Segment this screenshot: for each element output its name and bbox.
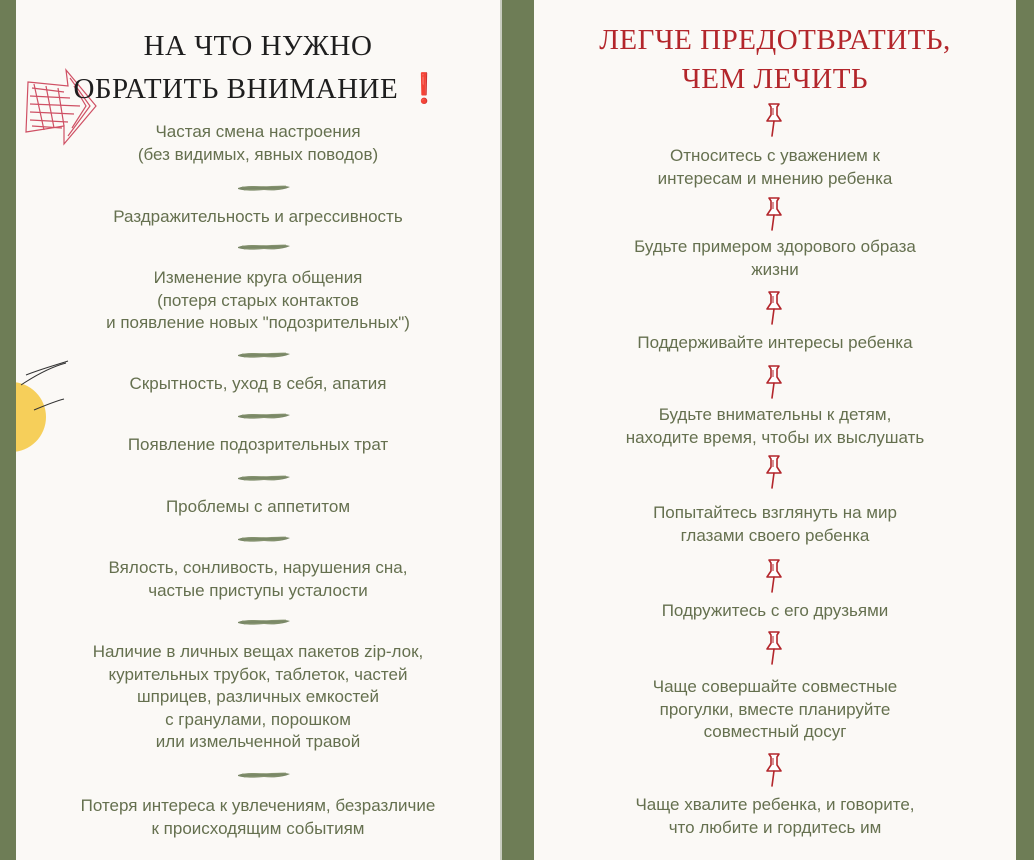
prevention-tip-item: Чаще хвалите ребенка, и говорите, что любите и гордитесь им	[635, 795, 915, 837]
push-pin-icon	[763, 558, 785, 594]
brush-stroke-icon	[236, 618, 292, 626]
push-pin-icon	[763, 290, 785, 326]
warning-sign-item: Появление подозрительных трат	[127, 435, 389, 454]
push-pin-icon	[763, 364, 785, 400]
prevention-tip-item: Поддерживайте интересы ребенка	[637, 333, 913, 352]
warning-sign-item: Потеря интереса к увлечениям, безразличие к происходящим событиям	[80, 796, 436, 838]
prevention-tip-item: Будьте примером здорового образа жизни	[634, 237, 916, 279]
brush-stroke-icon	[236, 184, 292, 192]
left-panel	[16, 0, 500, 860]
warning-sign-item: Проблемы с аппетитом	[165, 497, 351, 516]
right-panel	[534, 0, 1016, 860]
exclamation-icon: ❗	[405, 73, 443, 105]
brush-stroke-icon	[236, 771, 292, 779]
right-title-line1: ЛЕГЧЕ ПРЕДОТВРАТИТЬ,	[599, 24, 951, 56]
brush-stroke-icon	[236, 351, 292, 359]
brush-stroke-icon	[236, 474, 292, 482]
prevention-tip-item: Относитесь с уважением к интересам и мнению ребенка	[657, 146, 893, 188]
push-pin-icon	[763, 454, 785, 490]
left-title-line2: ОБРАТИТЬ ВНИМАНИЕ ❗	[73, 73, 443, 105]
warning-sign-item: Частая смена настроения (без видимых, явных поводов)	[137, 122, 379, 164]
left-title-line1: НА ЧТО НУЖНО	[143, 30, 373, 62]
panel-divider	[500, 0, 502, 860]
push-pin-icon	[763, 196, 785, 232]
brush-stroke-icon	[236, 243, 292, 251]
warning-sign-item: Раздражительность и агрессивность	[113, 207, 403, 226]
prevention-tip-item: Будьте внимательны к детям, находите время, чтобы их выслушать	[625, 405, 925, 447]
brush-stroke-icon	[236, 535, 292, 543]
push-pin-icon	[763, 630, 785, 666]
warning-sign-item: Наличие в личных вещах пакетов zip-лок, курительных трубок, таблеток, частей шприцев, различных емкостей с гранулами, порошком или измельченной травой	[92, 642, 424, 751]
warning-sign-item: Изменение круга общения (потеря старых контактов и появление новых "подозрительных")	[106, 268, 410, 332]
push-pin-icon	[763, 102, 785, 138]
push-pin-icon	[763, 752, 785, 788]
warning-sign-item: Вялость, сонливость, нарушения сна, частые приступы усталости	[108, 558, 408, 600]
prevention-tip-item: Чаще совершайте совместные прогулки, вместе планируйте совместный досуг	[652, 677, 898, 741]
warning-sign-item: Скрытность, уход в себя, апатия	[129, 374, 387, 393]
prevention-tip-item: Попытайтесь взглянуть на мир глазами своего ребенка	[653, 503, 897, 545]
prevention-tip-item: Подружитесь с его друзьями	[661, 601, 889, 620]
right-title-line2: ЧЕМ ЛЕЧИТЬ	[681, 63, 869, 95]
brush-stroke-icon	[236, 412, 292, 420]
